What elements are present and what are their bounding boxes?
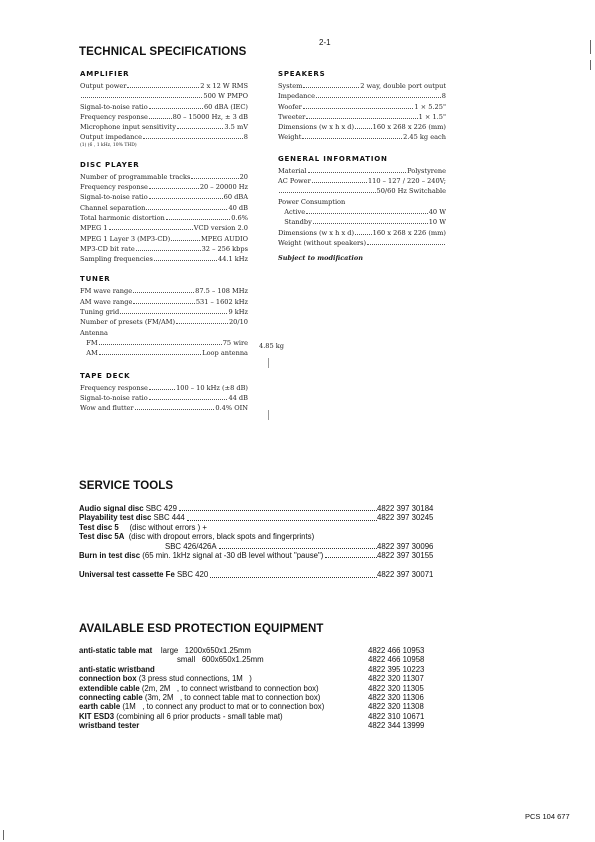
spec-row (80, 348, 248, 358)
spec-value: 500 W PMPO (203, 92, 248, 101)
tool-desc (165, 542, 217, 551)
spec-value: 10 W (428, 218, 446, 227)
spec-row (80, 244, 248, 254)
footer-code: PCS 104 677 (525, 812, 570, 821)
spec-value: 40 W (428, 207, 446, 216)
spec-label: Woofer (278, 102, 302, 111)
tool-detail: SBC 429 (143, 504, 177, 513)
spec-value: 32 – 256 kbps (201, 244, 248, 253)
tool-name: Test disc 5 (79, 522, 119, 532)
dot-leader (176, 323, 228, 324)
spec-value: VCD version 2.0 (193, 224, 248, 233)
spec-label: Frequency response (80, 183, 148, 192)
spec-row (80, 102, 248, 112)
dot-leader (120, 313, 227, 314)
spec-value: 75 wire (222, 338, 248, 347)
service-tools-title: SERVICE TOOLS (79, 480, 174, 492)
spec-value: 20/10 (228, 318, 248, 327)
dot-leader (154, 260, 217, 261)
spec-row (80, 112, 248, 122)
tool-code: 4822 320 11307 (368, 674, 424, 684)
page-title: TECHNICAL SPECIFICATIONS (79, 46, 247, 58)
tool-desc (79, 532, 314, 541)
spec-value: 20 – 20000 Hz (199, 183, 248, 192)
tool-row (79, 551, 449, 560)
spec-row (80, 307, 248, 317)
spec-value: 44 dB (228, 393, 248, 402)
tool-code: 4822 344 13999 (368, 721, 425, 731)
tool-name: connection box (79, 674, 137, 684)
tool-row (79, 693, 449, 702)
crop-mark (590, 60, 591, 70)
spec-label: FM wave range (80, 287, 133, 296)
spec-value: 2 x 12 W RMS (200, 82, 248, 90)
tool-desc (79, 513, 185, 522)
tool-name: wristband tester (79, 721, 140, 731)
dot-leader (166, 219, 230, 220)
crop-mark (268, 410, 269, 420)
spec-row (80, 297, 248, 307)
spec-row (80, 286, 248, 296)
tool-name: earth cable (79, 702, 121, 712)
tool-desc (79, 702, 324, 711)
spec-row (278, 197, 446, 207)
tool-row (79, 523, 449, 532)
dot-leader (149, 108, 203, 109)
spec-label: Tuning grid (80, 308, 120, 317)
tool-code: 4822 397 30184 (377, 504, 434, 513)
spec-row (278, 91, 446, 101)
spec-value: 0.6% (231, 213, 248, 222)
tool-desc (79, 712, 283, 721)
tool-detail: (1M , to connect any product to mat or to connection box) (120, 702, 325, 712)
spec-row (80, 254, 248, 264)
dot-leader (179, 510, 377, 511)
tool-code: 4822 310 10671 (368, 711, 425, 721)
spec-row (278, 186, 446, 196)
tool-row (79, 702, 449, 711)
spec-value: 8 (441, 92, 446, 101)
page-number: 2-1 (319, 38, 331, 47)
tool-name: anti-static wristband (79, 664, 155, 674)
spec-label: Power Consumption (278, 197, 346, 206)
spec-row (80, 234, 248, 244)
spec-row (80, 203, 248, 213)
spec-value: 20 (239, 172, 248, 181)
spec-row (80, 172, 248, 182)
spec-label: AM (80, 349, 98, 358)
crop-mark (268, 358, 269, 368)
dot-leader (143, 138, 243, 139)
spec-value: 1 × 5.25" (414, 102, 446, 111)
spec-label: Frequency response (80, 383, 148, 392)
tool-name: Audio signal disc (79, 504, 144, 513)
tool-code: 4822 320 11306 (368, 692, 424, 702)
spec-value: 80 – 15000 Hz, ± 3 dB (172, 112, 248, 121)
spec-label: AC Power (278, 177, 311, 186)
spec-value: 60 dBA (IEC) (203, 102, 248, 111)
dot-leader (316, 97, 441, 98)
tool-row (79, 570, 449, 579)
tool-code: 4822 395 10223 (368, 664, 425, 674)
tool-code: 4822 466 10958 (368, 655, 425, 665)
spec-label: Frequency response (80, 112, 148, 121)
tool-desc (79, 665, 155, 674)
spec-row (278, 228, 446, 238)
tool-name: Burn in test disc (79, 550, 141, 560)
dot-leader (149, 389, 175, 390)
spec-row (80, 122, 248, 132)
dot-leader (136, 250, 201, 251)
tool-desc (79, 721, 139, 730)
spec-value: 100 – 10 kHz (±8 dB) (176, 383, 248, 392)
dot-leader (219, 548, 377, 549)
speakers-heading: SPEAKERS (278, 70, 326, 78)
disc-player-heading: DISC PLAYER (80, 160, 140, 169)
esd-title: AVAILABLE ESD PROTECTION EQUIPMENT (79, 623, 324, 635)
dot-leader (133, 292, 194, 293)
tool-desc (79, 523, 207, 532)
spec-label: Signal-to-noise ratio (80, 393, 148, 402)
right-spec-column (278, 70, 446, 262)
spec-label: Signal-to-noise ratio (80, 193, 148, 202)
spec-row (278, 166, 446, 176)
spec-value: MPEG AUDIO (201, 234, 248, 243)
tool-code: 4822 320 11305 (368, 683, 424, 693)
spec-value: 44.1 kHz (218, 255, 248, 264)
dot-leader (149, 399, 228, 400)
dot-leader (303, 108, 414, 109)
spec-row (80, 328, 248, 338)
tool-row (79, 532, 449, 541)
spec-row (278, 217, 446, 227)
dot-leader (149, 188, 199, 189)
dot-leader (149, 118, 172, 119)
spec-value: 2 way, double port output (360, 82, 446, 90)
tool-detail: SBC 444 (151, 513, 185, 523)
spec-row (80, 192, 248, 202)
dot-leader (99, 354, 201, 355)
spec-row (80, 182, 248, 192)
tool-row (79, 513, 449, 522)
spec-label: Material (278, 166, 307, 175)
tool-row (79, 684, 449, 693)
tool-detail: SBC 420 (174, 570, 209, 580)
spec-label: Weight (without speakers) (278, 238, 367, 247)
tool-desc (79, 684, 319, 693)
tool-row (79, 721, 449, 730)
spec-label: Wow and flutter (80, 404, 134, 413)
amplifier-specs (80, 81, 248, 143)
general-info-specs (278, 166, 446, 248)
dot-leader (135, 409, 215, 410)
tool-detail: (2m, 2M , to connect wristband to connection box) (139, 683, 319, 693)
esd-list (79, 646, 449, 731)
spec-value: 1 × 1.5" (418, 112, 446, 121)
dot-leader (279, 192, 376, 193)
tool-detail: (65 min. 1kHz signal at -30 dB level without "pause") (140, 550, 324, 560)
spec-label: Microphone input sensitivity (80, 123, 176, 132)
tool-code: 4822 397 30155 (377, 550, 434, 560)
spec-row (80, 338, 248, 348)
spec-row (80, 317, 248, 327)
tool-desc (79, 504, 177, 513)
spec-row (278, 132, 446, 142)
tool-code: 4822 397 30096 (377, 541, 434, 551)
tool-row (79, 646, 449, 655)
spec-value: 110 – 127 / 220 – 240V; (367, 177, 446, 186)
spec-value: 531 – 1602 kHz (195, 297, 248, 306)
tool-name: Universal test cassette Fe (79, 570, 175, 580)
tool-code: 4822 397 30071 (377, 570, 434, 580)
dot-leader (313, 223, 428, 224)
spec-value: Loop antenna (202, 349, 248, 358)
spec-label: Antenna (80, 328, 108, 337)
spec-value: 3.5 mV (224, 123, 248, 132)
spec-label: Channel separation (80, 203, 146, 212)
spec-row (278, 238, 446, 248)
spec-label: Active (278, 207, 306, 216)
speakers-specs (278, 81, 446, 143)
dot-leader (312, 182, 367, 183)
tool-name: KIT ESD3 (79, 711, 115, 721)
spec-label: MPEG 1 Layer 3 (MP3-CD) (80, 234, 171, 243)
spec-row (278, 122, 446, 132)
dot-leader (302, 138, 402, 139)
dot-leader (355, 128, 372, 129)
spec-value: 160 x 268 x 226 (mm) (372, 123, 446, 132)
spec-label: Impedance (278, 92, 315, 101)
spec-row (278, 81, 446, 91)
spec-label: Dimensions (w x h x d) (278, 228, 355, 237)
tool-desc (79, 674, 252, 683)
amplifier-footnote: (1) (6 , 1 kHz, 10% THD) (80, 142, 137, 148)
tool-detail: small 600x650x1.25mm (177, 655, 264, 665)
tool-code: 4822 397 30245 (377, 513, 434, 523)
tool-row (79, 504, 449, 513)
spec-label: Signal-to-noise ratio (80, 102, 148, 111)
tool-row (79, 674, 449, 683)
tool-row (79, 665, 449, 674)
spec-value: 160 x 268 x 226 (mm) (372, 228, 446, 237)
tool-detail: large 1200x650x1.25mm (152, 646, 252, 655)
tool-detail: (3m, 2M , to connect table mat to connection box) (142, 692, 321, 702)
tool-row (79, 542, 449, 551)
spec-label: Output power (80, 82, 127, 90)
tool-name: extendible cable (79, 683, 140, 693)
spec-label: Tweeter (278, 112, 306, 121)
tuner-specs (80, 286, 248, 358)
dot-leader (133, 303, 194, 304)
spec-value: 9 kHz (228, 308, 248, 317)
spec-row (80, 393, 248, 403)
tool-name: anti-static table mat (79, 646, 153, 655)
tool-desc (79, 693, 320, 702)
spec-label: Weight (278, 133, 302, 142)
spec-label: FM (80, 338, 98, 347)
dot-leader (367, 244, 445, 245)
spec-row (80, 91, 248, 101)
spec-row (278, 112, 446, 122)
spec-label: Output impedance (80, 133, 142, 142)
dot-leader (306, 118, 417, 119)
dot-leader (187, 520, 377, 521)
spec-value: Polystyrene (407, 166, 446, 175)
spec-value: 0.4% OIN (215, 404, 248, 413)
disc-player-specs (80, 172, 248, 265)
general-info-heading: GENERAL INFORMATION (278, 154, 388, 163)
stray-weight-value: 4.85 kg (259, 342, 284, 350)
dot-leader (109, 229, 193, 230)
crop-mark (590, 40, 591, 54)
spec-label: MP3-CD bit rate (80, 244, 135, 253)
spec-value: 60 dBA (223, 193, 248, 202)
spec-value: 40 dB (228, 203, 248, 212)
dot-leader (303, 87, 359, 88)
service-tools-list (79, 504, 449, 580)
spec-row (278, 207, 446, 217)
spec-value: 50/60 Hz Switchable (376, 187, 446, 196)
tool-detail: (disc with dropout errors, black spots and fingerprints) (124, 532, 315, 542)
dot-leader (325, 557, 377, 558)
spec-label: Number of programmable tracks (80, 172, 191, 181)
tool-detail: (disc without errors ) + (118, 522, 207, 532)
spec-value: 8 (243, 133, 248, 142)
tape-deck-specs (80, 383, 248, 414)
tool-code: 4822 466 10953 (368, 646, 425, 655)
tool-name: Playability test disc (79, 513, 152, 523)
crop-mark (3, 830, 4, 840)
spec-label: Sampling frequencies (80, 255, 153, 264)
tool-name: connecting cable (79, 692, 143, 702)
dot-leader (149, 198, 223, 199)
tape-deck-heading: TAPE DECK (80, 371, 131, 380)
tool-desc (177, 655, 264, 664)
spec-row (80, 223, 248, 233)
amplifier-heading: AMPLIFIER (80, 70, 130, 78)
subject-to-modification-note: Subject to modification (278, 254, 363, 263)
spec-row (80, 132, 248, 142)
dot-leader (210, 577, 377, 578)
spec-row (80, 213, 248, 223)
spec-row (80, 383, 248, 393)
tool-row (79, 712, 449, 721)
tool-detail: SBC 426/426A (165, 541, 217, 551)
spec-label: Total harmonic distortion (80, 213, 165, 222)
spec-label: Number of presets (FM/AM) (80, 318, 176, 327)
tool-row (79, 655, 449, 664)
spec-label: MPEG 1 (80, 224, 108, 233)
spec-label: AM wave range (80, 297, 133, 306)
spec-label: System (278, 82, 303, 90)
tool-code: 4822 320 11308 (368, 702, 424, 712)
dot-leader (177, 128, 223, 129)
dot-leader (308, 172, 407, 173)
spec-row (80, 403, 248, 413)
tool-desc (79, 551, 323, 560)
spec-row (80, 81, 248, 91)
dot-leader (171, 240, 200, 241)
dot-leader (191, 178, 238, 179)
left-spec-column (80, 70, 248, 413)
spec-value: 2.45 kg each (403, 133, 446, 142)
dot-leader (355, 234, 372, 235)
spec-label: Dimensions (w x h x d) (278, 123, 355, 132)
tool-desc (79, 570, 208, 579)
tool-name: Test disc 5A (79, 532, 125, 542)
tool-detail: (combining all 6 prior products - small table mat) (114, 711, 283, 721)
spec-row (278, 176, 446, 186)
spec-value: 87.5 – 108 MHz (195, 287, 248, 296)
tuner-heading: TUNER (80, 275, 111, 284)
tool-detail: (3 press stud connections, 1M ) (136, 674, 252, 684)
spec-label: Standby (278, 218, 312, 227)
dot-leader (146, 209, 227, 210)
dot-leader (99, 344, 222, 345)
dot-leader (81, 97, 202, 98)
spec-row (278, 102, 446, 112)
dot-leader (127, 87, 199, 88)
tool-desc (79, 646, 251, 655)
dot-leader (306, 213, 428, 214)
